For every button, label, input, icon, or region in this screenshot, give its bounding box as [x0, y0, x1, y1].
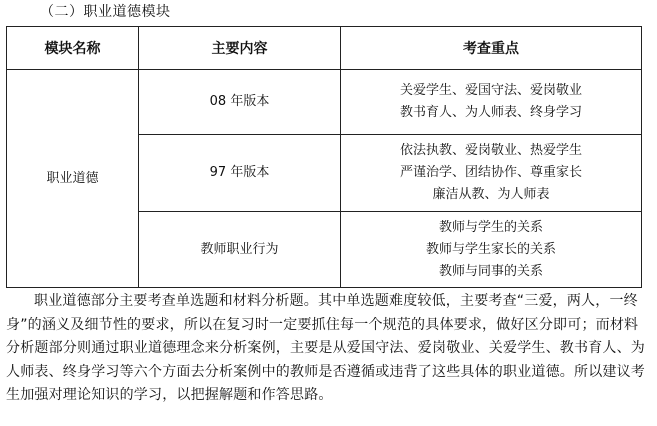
content-cell: 97 年版本: [139, 135, 341, 212]
content-cell: 08 年版本: [139, 70, 341, 135]
module-table: [6, 26, 642, 288]
focus-cell: [341, 70, 642, 135]
section-heading: （二）职业道德模块: [40, 4, 171, 20]
focus-line: 廉洁从教、为人师表: [432, 187, 550, 202]
header-exam-focus: 考查重点: [341, 27, 642, 70]
header-module-name: 模块名称: [7, 27, 139, 70]
header-main-content: 主要内容: [139, 27, 341, 70]
focus-cell: [341, 135, 642, 212]
focus-line: 教师与同事的关系: [438, 263, 543, 279]
content-cell: 教师职业行为: [139, 212, 341, 288]
focus-line: 教书育人、为人师表、终身学习: [399, 105, 582, 120]
module-name-cell: 职业道德: [7, 70, 139, 288]
focus-cell: [341, 212, 642, 288]
focus-line: 关爱学生、爱国守法、爱岗敬业: [399, 83, 582, 98]
focus-line: 依法执教、爱岗敬业、热爱学生: [399, 143, 582, 158]
table-header-row: [7, 27, 642, 70]
focus-line: 教师与学生的关系: [438, 219, 543, 235]
body-paragraph: 职业道德部分主要考查单选题和材料分析题。其中单选题难度较低，主要考查“三爱，两人，一终身”的涵义及细节性的要求，所以在复习时一定要抓住每一个规范的具体要求，做好区分即可；而材料分析题部分则通过职业道德理念来分析案例，主要是从爱国守法、爱岗敬业、关爱学生、教书育人、为人师表、终身学习等六个方面去分析案例中的教师是否遵循或违背了这些具体的职业道德。所以建议考生加强对理论知识的学习，以把握解题和作答思路。: [6, 293, 645, 403]
focus-line: 教师与学生家长的关系: [425, 241, 556, 257]
table-row: [7, 70, 642, 135]
focus-line: 严谨治学、团结协作、尊重家长: [399, 165, 582, 180]
